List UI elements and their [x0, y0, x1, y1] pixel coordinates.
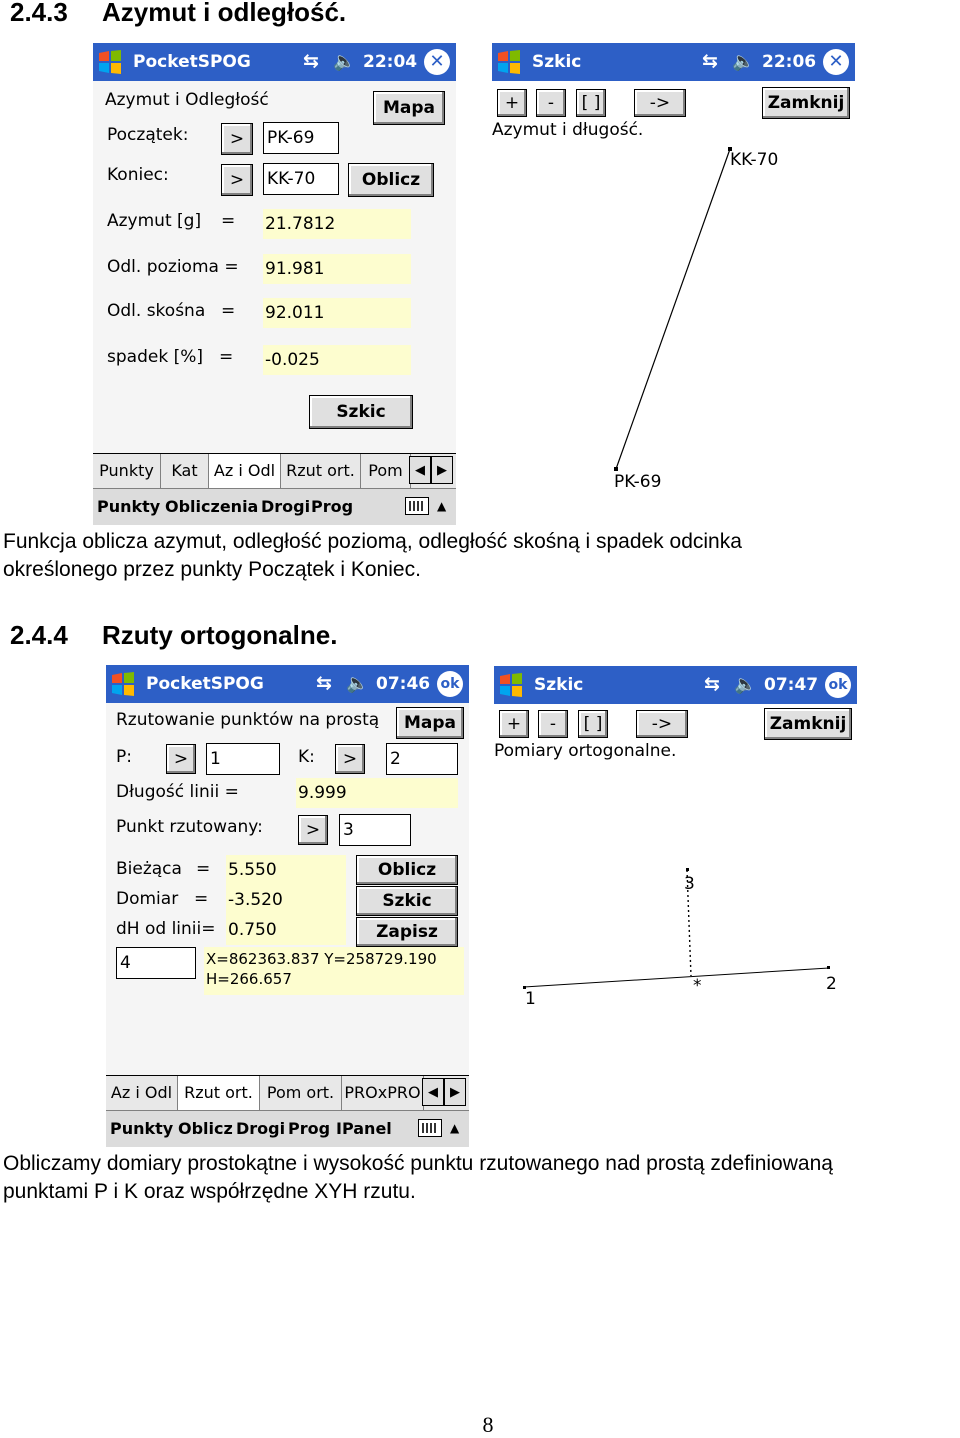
k-label: K:: [298, 747, 315, 767]
speaker-icon[interactable]: 🔈: [346, 673, 369, 694]
azimuth-label: Azymut [g]: [107, 211, 202, 231]
tab-az-i-odl[interactable]: Az i Odl: [106, 1076, 178, 1110]
keyboard-icon[interactable]: [418, 1119, 442, 1137]
grade-label: spadek [%]: [107, 347, 203, 367]
tab-kat[interactable]: Kat: [161, 454, 209, 488]
pocketspog-projection-screen: [106, 665, 469, 1149]
title-bar: [106, 665, 469, 703]
sketch-button[interactable]: Szkic: [356, 886, 458, 916]
windows-start-icon[interactable]: [109, 670, 137, 698]
p-label: P:: [116, 747, 132, 767]
calculate-button[interactable]: Oblicz: [348, 163, 434, 197]
menu-prog[interactable]: Prog: [288, 1119, 331, 1138]
projected-pick-button[interactable]: >: [298, 815, 328, 845]
line-length-label: Długość linii =: [116, 782, 239, 802]
page-number: 8: [482, 1412, 494, 1437]
menu-prog[interactable]: Prog: [311, 497, 354, 516]
point-3-label: 3: [684, 874, 695, 894]
title-bar: [93, 43, 456, 81]
point-2-marker: [827, 966, 830, 969]
paragraph-rzuty-line-1: Obliczamy domiary prostokątne i wysokość punktu rzutowanego nad prostą zdefiniowaną: [3, 1152, 833, 1175]
input-menu-caret-icon[interactable]: ▲: [437, 499, 447, 513]
zoom-out-button[interactable]: -: [538, 710, 568, 738]
dh-value: 0.750: [226, 915, 346, 945]
azimuth-eq: =: [221, 211, 236, 231]
coords-line-2: H=266.657: [206, 970, 292, 988]
section-heading-azymut: [10, 0, 346, 28]
slope-distance-value: 92.011: [263, 298, 411, 328]
point-kk70-label: KK-70: [730, 150, 779, 170]
close-sketch-button[interactable]: Zamknij: [764, 708, 852, 740]
base-line: [524, 968, 829, 987]
p-point-input[interactable]: 1: [206, 743, 280, 775]
paragraph-rzuty-line-2: punktami P i K oraz współrzędne XYH rzutu.: [3, 1180, 416, 1203]
tab-proxpro[interactable]: PROxPRO: [342, 1076, 424, 1110]
line-length-value: 9.999: [296, 778, 458, 808]
slope-distance-label: Odl. skośna: [107, 301, 206, 321]
close-sketch-button[interactable]: Zamknij: [762, 87, 850, 119]
menu-oblicz[interactable]: Oblicz: [178, 1119, 233, 1138]
k-pick-button[interactable]: >: [335, 744, 365, 774]
speaker-icon[interactable]: 🔈: [732, 51, 755, 72]
tab-az-i-odl[interactable]: Az i Odl: [209, 454, 281, 488]
connectivity-icon[interactable]: ⇆: [704, 673, 720, 695]
sketch-caption: Azymut i długość.: [492, 120, 644, 140]
menu-bar: [106, 1110, 469, 1147]
save-button[interactable]: Zapisz: [356, 917, 458, 947]
tab-scroll: [422, 1078, 468, 1106]
point-1-label: 1: [525, 989, 536, 1009]
map-button[interactable]: Mapa: [396, 707, 464, 739]
sketch-azimuth-screen: [492, 43, 855, 528]
end-pick-button[interactable]: >: [221, 164, 253, 196]
section-number: 2.4.3: [10, 0, 68, 27]
connectivity-icon[interactable]: ⇆: [702, 50, 718, 72]
azimuth-value: 21.7812: [263, 209, 411, 239]
tab-scroll-right-icon[interactable]: ▶: [444, 1078, 466, 1106]
section-heading-rzuty: [10, 620, 337, 651]
menu-drogi[interactable]: Drogi: [261, 497, 311, 516]
section-number: 2.4.4: [10, 620, 68, 650]
title-bar: [494, 666, 857, 704]
tab-scroll-left-icon[interactable]: ◀: [409, 456, 431, 484]
pocketspog-azimuth-screen: [93, 43, 456, 526]
menu-punkty[interactable]: Punkty: [110, 1119, 174, 1138]
tab-punkty[interactable]: Punkty: [93, 454, 161, 488]
clock: 07:46: [376, 674, 431, 694]
input-menu-caret-icon[interactable]: ▲: [450, 1121, 460, 1135]
map-button[interactable]: Mapa: [373, 91, 445, 125]
projected-point-input[interactable]: 3: [339, 814, 411, 846]
zoom-in-button[interactable]: +: [497, 89, 527, 117]
zoom-in-button[interactable]: +: [499, 710, 529, 738]
zoom-extent-button[interactable]: [ ]: [578, 710, 608, 738]
paragraph-azymut-line-2: określonego przez punkty Początek i Koniec.: [3, 558, 421, 581]
current-label: Bieżąca: [116, 859, 182, 879]
tab-bar: [106, 1075, 469, 1110]
tab-rzut-ort[interactable]: Rzut ort.: [178, 1076, 260, 1110]
tab-bar: [93, 453, 456, 488]
projection-point-label: *: [693, 976, 702, 996]
menu-ipanel[interactable]: IPanel: [336, 1119, 392, 1138]
clock: 22:06: [762, 52, 817, 72]
point-3-marker: [686, 868, 689, 871]
end-label: Koniec:: [107, 165, 169, 185]
app-title: Szkic: [532, 52, 582, 72]
ok-icon[interactable]: ok: [437, 671, 463, 697]
current-value: 5.550: [226, 855, 346, 885]
projected-point-label: Punkt rzutowany:: [116, 817, 263, 837]
title-bar: [492, 43, 855, 81]
slope-distance-eq: =: [221, 301, 236, 321]
start-pick-button[interactable]: >: [221, 123, 253, 155]
coords-line-1: X=862363.837 Y=258729.190: [206, 950, 437, 968]
app-title: PocketSPOG: [133, 52, 251, 72]
connectivity-icon[interactable]: ⇆: [303, 50, 319, 72]
sketch-canvas[interactable]: [494, 762, 857, 1150]
segment-line: [616, 149, 730, 469]
speaker-icon[interactable]: 🔈: [333, 51, 356, 72]
coordinates-result: [204, 947, 464, 995]
zoom-extent-button[interactable]: [ ]: [576, 89, 606, 117]
form-header: Rzutowanie punktów na prostą: [116, 710, 380, 730]
connectivity-icon[interactable]: ⇆: [316, 672, 332, 694]
point-pk69-marker: [614, 467, 618, 471]
menu-obliczenia[interactable]: Obliczenia: [165, 497, 259, 516]
horizontal-distance-label: Odl. pozioma =: [107, 257, 239, 277]
horizontal-distance-value: 91.981: [263, 254, 411, 284]
tab-rzut-ort[interactable]: Rzut ort.: [281, 454, 361, 488]
app-title: PocketSPOG: [146, 674, 264, 694]
clock: 07:47: [764, 675, 819, 695]
sketch-caption: Pomiary ortogonalne.: [494, 741, 677, 761]
k-point-input[interactable]: 2: [386, 743, 458, 775]
pan-button[interactable]: ->: [634, 89, 686, 117]
tab-scroll-left-icon[interactable]: ◀: [422, 1078, 444, 1106]
number-input[interactable]: 4: [116, 947, 196, 979]
close-icon[interactable]: ✕: [424, 49, 450, 75]
tab-pom-ort[interactable]: Pom ort.: [260, 1076, 342, 1110]
section-title: Rzuty ortogonalne.: [102, 620, 338, 650]
offset-label: Domiar: [116, 889, 179, 909]
calculate-button[interactable]: Oblicz: [356, 855, 458, 885]
dh-label: dH od linii=: [116, 919, 216, 939]
point-2-label: 2: [826, 974, 837, 994]
keyboard-icon[interactable]: [405, 497, 429, 515]
clock: 22:04: [363, 52, 418, 72]
section-title: Azymut i odległość.: [102, 0, 347, 27]
start-point-input[interactable]: PK-69: [263, 122, 339, 154]
sketch-button[interactable]: Szkic: [309, 395, 413, 429]
sketch-orthogonal-screen: [494, 666, 857, 1150]
paragraph-azymut-line-1: Funkcja oblicza azymut, odległość poziomą, odległość skośną i spadek odcinka: [3, 530, 742, 553]
speaker-icon[interactable]: 🔈: [734, 674, 757, 695]
tab-scroll-right-icon[interactable]: ▶: [431, 456, 453, 484]
p-pick-button[interactable]: >: [166, 744, 196, 774]
menu-bar: [93, 488, 456, 525]
windows-start-icon[interactable]: [497, 671, 525, 699]
grade-eq: =: [219, 347, 234, 367]
start-label: Początek:: [107, 125, 189, 145]
point-pk69-label: PK-69: [614, 472, 662, 492]
offset-value: -3.520: [226, 885, 346, 915]
windows-start-icon[interactable]: [96, 48, 124, 76]
grade-value: -0.025: [263, 345, 411, 375]
tab-scroll: [409, 456, 455, 484]
app-title: Szkic: [534, 675, 584, 695]
end-point-input[interactable]: KK-70: [263, 163, 339, 195]
menu-punkty[interactable]: Punkty: [97, 497, 161, 516]
ok-icon[interactable]: ok: [825, 672, 851, 698]
pan-button[interactable]: ->: [636, 710, 688, 738]
zoom-out-button[interactable]: -: [536, 89, 566, 117]
close-icon[interactable]: ✕: [823, 49, 849, 75]
windows-start-icon[interactable]: [495, 48, 523, 76]
tab-pom[interactable]: Pom: [361, 454, 411, 488]
form-header: Azymut i Odległość: [105, 90, 269, 110]
menu-drogi[interactable]: Drogi: [236, 1119, 286, 1138]
sketch-canvas[interactable]: [492, 139, 855, 528]
current-eq: =: [196, 859, 211, 879]
offset-eq: =: [194, 889, 209, 909]
